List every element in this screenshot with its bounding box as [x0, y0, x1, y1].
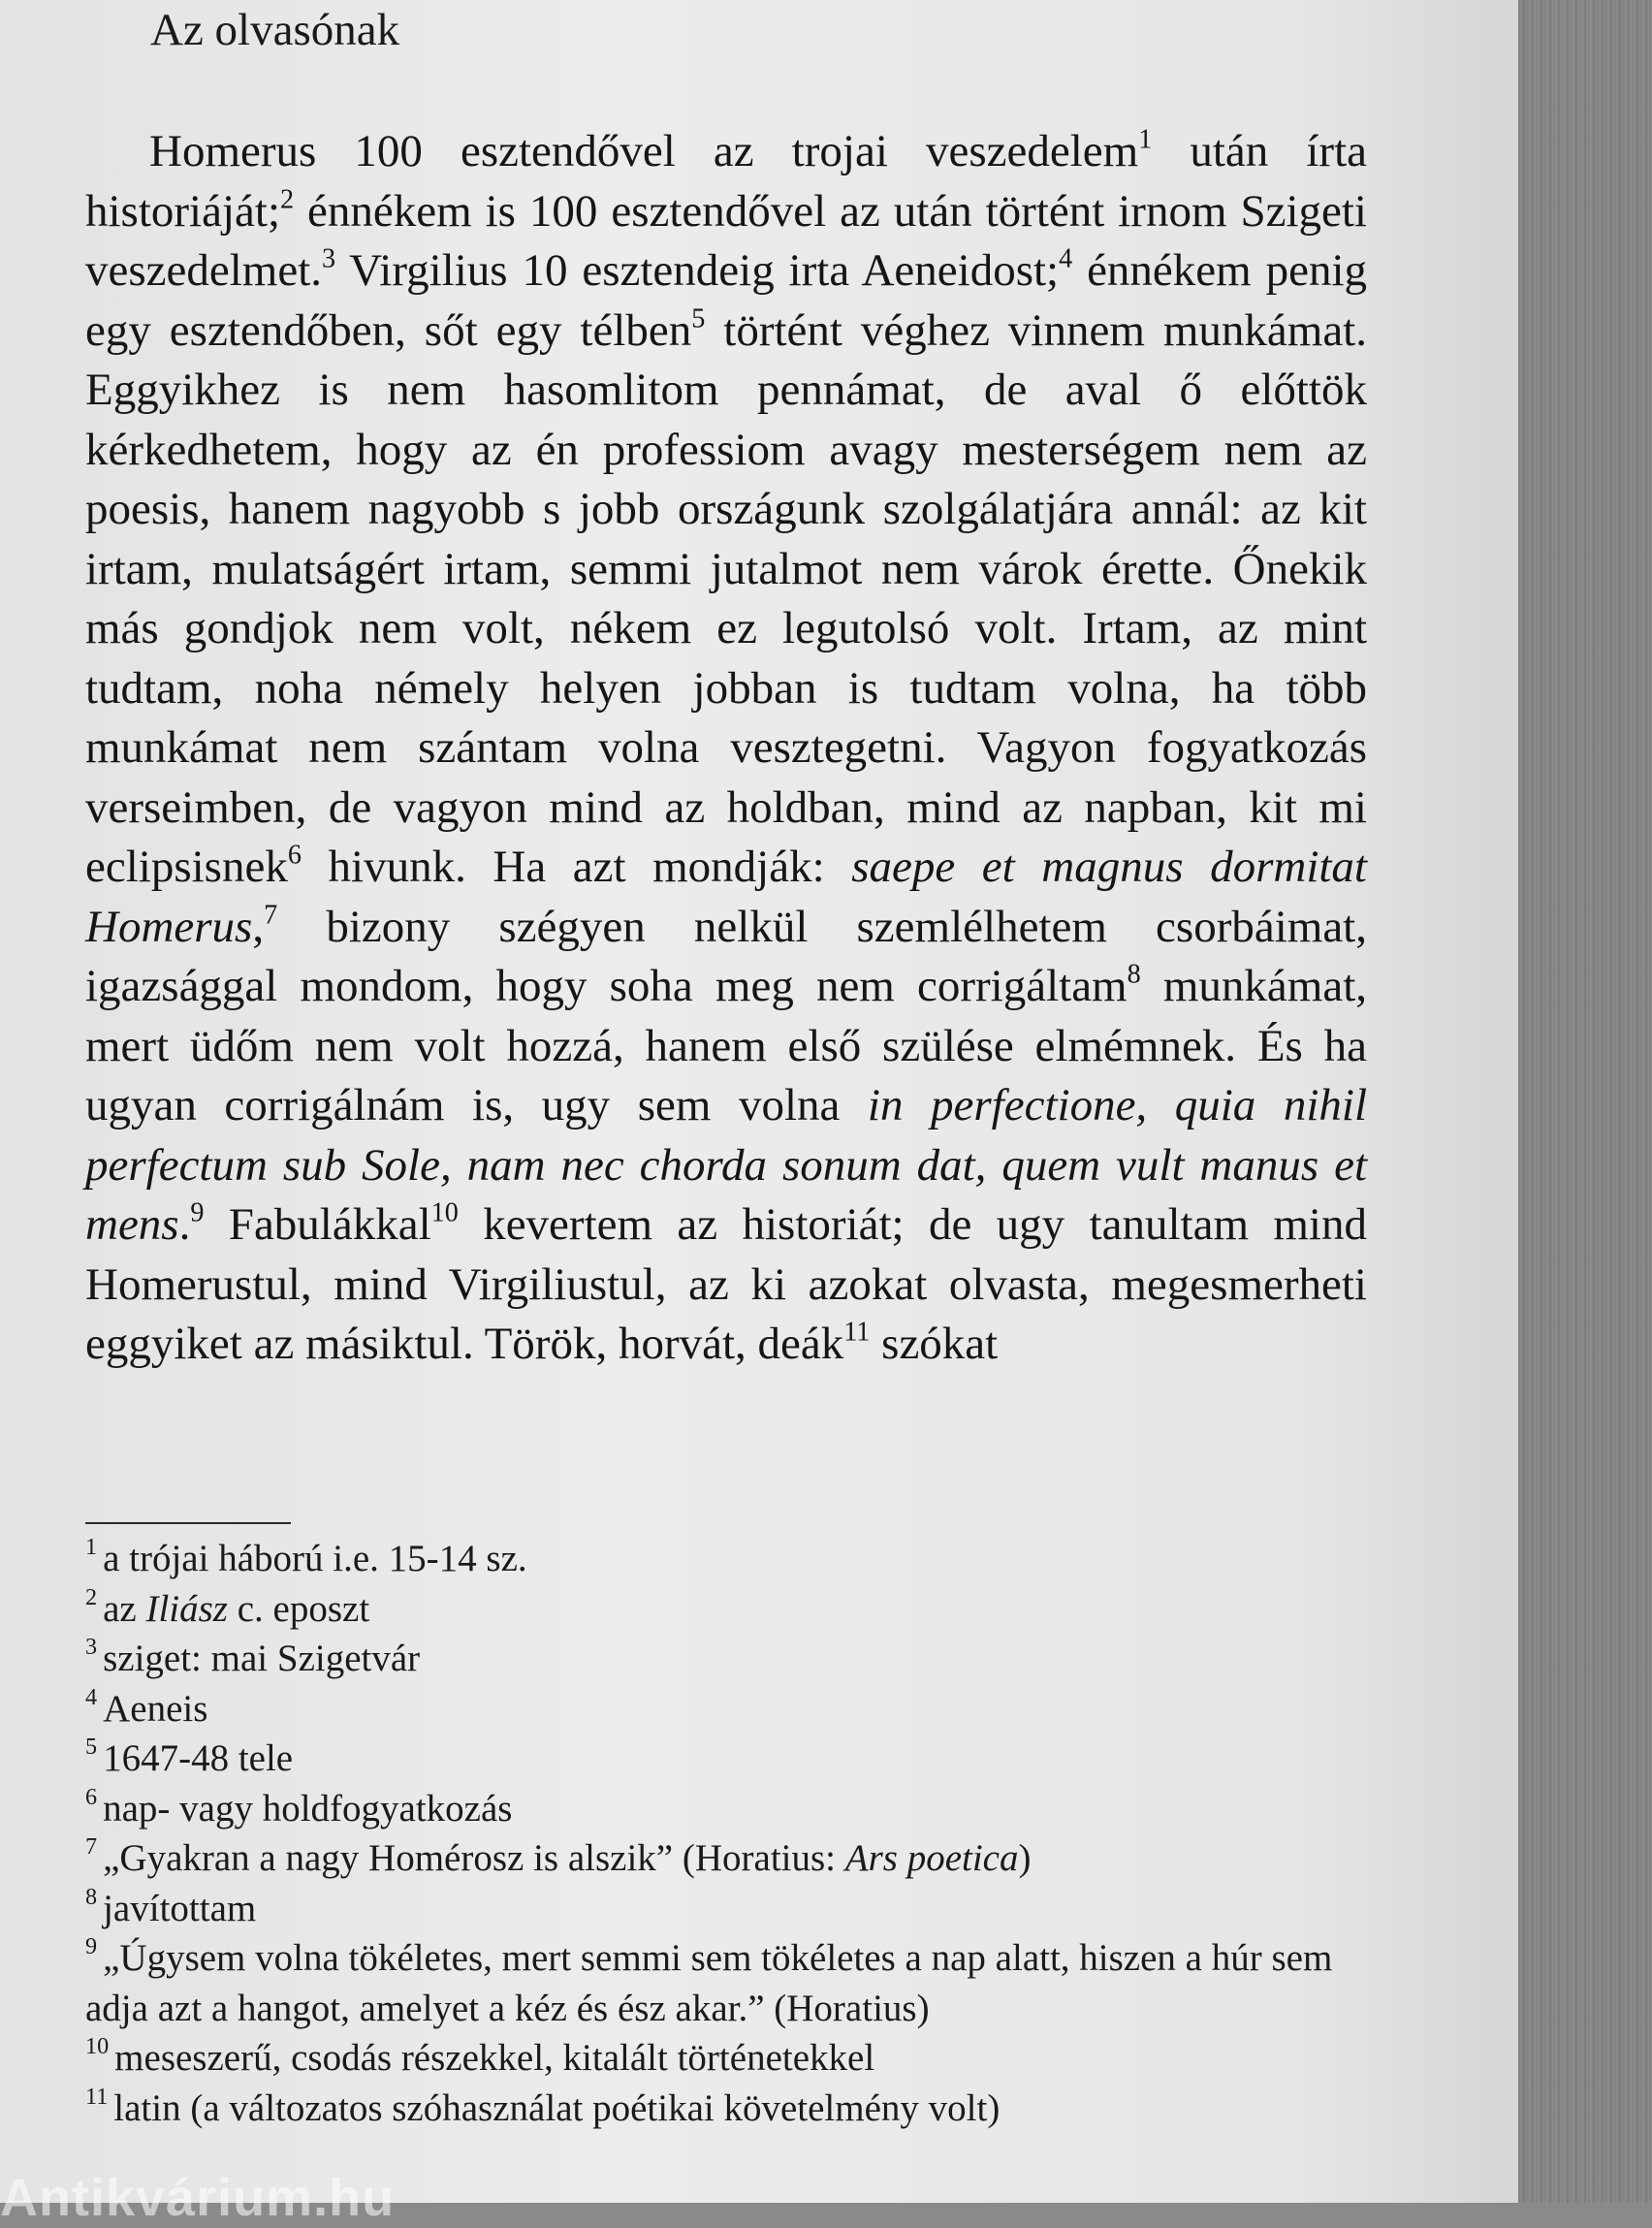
body-text: énnékem is 100 esztendővel az után történt irnom Szigeti veszedelmet.	[85, 185, 1367, 296]
body-text: szókat	[870, 1319, 999, 1369]
footnote-item	[85, 1933, 1367, 2033]
body-text: történt véghez vinnem munkámat. Eggyikhez is nem hasomlitom pennámat, de aval ő előttök kérkedhetem, hogy az én professiom avagy mesterségem nem az poesis, hanem nagyobb s jobb országunk szolgálatjára annál: az kit irtam, mulatságért irtam, semmi jutalmot nem várok érette. Őnekik más gondjok nem volt, nékem ez legutolsó volt. Irtam, az mint tudtam, noha némely helyen jobban is tudtam volna, ha több munkámat nem szántam volna vesztegetni. Vagyon fogyatkozás verseimben, de vagyon mind az holdban, mind az napban, kit mi eclipsisnek	[85, 304, 1367, 892]
footnote-item	[85, 1534, 1367, 1584]
footnote-text: )	[1018, 1837, 1032, 1879]
footnote-divider	[85, 1522, 291, 1524]
footnote-number: 7	[85, 1833, 98, 1861]
watermark: Antikvárium.hu	[0, 2169, 396, 2227]
footnote-italic: Ars poetica	[844, 1837, 1019, 1879]
footnote-text: a trójai háború i.e. 15-14 sz.	[103, 1538, 527, 1579]
body-text: után írta historiáját;	[85, 126, 1367, 237]
footnote-ref: 9	[190, 1197, 205, 1228]
footnote-text: „Gyakran a nagy Homérosz is alszik” (Horatius:	[103, 1837, 845, 1879]
footnote-number: 10	[85, 2033, 110, 2060]
footnotes	[85, 1534, 1367, 2133]
footnote-number: 2	[85, 1583, 98, 1610]
footnote-ref: 7	[264, 900, 278, 931]
footnote-ref: 8	[1127, 959, 1141, 990]
footnote-ref: 6	[287, 840, 302, 871]
footnote-text: latin (a változatos szóhasználat poétikai követelmény volt)	[113, 2086, 1001, 2129]
main-text	[85, 122, 1367, 1375]
body-text: Fabulákkal	[204, 1199, 431, 1250]
body-paragraph	[85, 122, 1367, 1375]
footnote-ref: 2	[280, 184, 295, 215]
body-text: bizony szégyen nelkül szemlélhetem csorbáimat, igazsággal mondom, hogy soha meg nem corrigáltam	[85, 901, 1367, 1011]
footnote-italic: Iliász	[145, 1587, 228, 1630]
body-italic: saepe et magnus dormitat Homerus	[85, 842, 1367, 952]
footnote-text: sziget: mai Szigetvár	[103, 1638, 421, 1679]
footnote-item	[85, 1833, 1367, 1884]
footnote-number: 3	[85, 1634, 98, 1661]
footnote-ref: 3	[322, 243, 336, 274]
body-text: Homerus 100 esztendővel az trojai veszedelem	[149, 126, 1139, 176]
body-text: ,	[252, 901, 265, 952]
footnote-item	[85, 1634, 1367, 1684]
footnote-number: 4	[85, 1683, 98, 1710]
body-text: kevertem az historiát; de ugy tanultam mind Homerustul, mind Virgiliustul, az ki azokat olvasta, megesmerheti eggyiket az másiktul. Török, horvát, deák	[85, 1199, 1367, 1369]
footnote-ref: 5	[691, 303, 706, 334]
footnote-text: meseszerű, csodás részekkel, kitalált történetekkel	[114, 2037, 875, 2079]
footnote-ref: 11	[843, 1317, 871, 1348]
footnote-item	[85, 1684, 1367, 1735]
body-text: munkámat, mert üdőm nem volt hozzá, hanem első szülése elmémnek. És ha ugyan corrigálnám is, ugy sem volna	[85, 961, 1367, 1130]
footnote-text: javítottam	[103, 1887, 257, 1929]
footnote-item	[85, 1884, 1367, 1934]
footnote-ref: 10	[430, 1197, 459, 1228]
footnote-number: 9	[85, 1933, 98, 1960]
footnote-item	[85, 1584, 1367, 1635]
page-edge	[1518, 0, 1652, 2203]
body-italic: in perfectione, quia nihil perfectum sub Sole, nam nec chorda sonum dat, quem vult manus et mens	[85, 1080, 1368, 1250]
footnote-item	[85, 1784, 1367, 1834]
footnote-number: 6	[85, 1783, 98, 1810]
body-text: Virgilius 10 esztendeig irta Aeneidost;	[335, 245, 1060, 296]
body-text: .	[178, 1199, 191, 1250]
body-text: énnékem penig egy esztendőben, sőt egy télben	[85, 245, 1368, 356]
footnote-text: 1647-48 tele	[103, 1737, 294, 1779]
footnote-number: 1	[85, 1534, 98, 1561]
footnote-ref: 1	[1138, 124, 1153, 155]
footnote-number: 5	[85, 1734, 98, 1761]
running-head: Az olvasónak	[150, 5, 400, 55]
footnote-item	[85, 2084, 1367, 2134]
footnote-ref: 4	[1059, 243, 1073, 274]
footnote-number: 11	[85, 2083, 109, 2110]
footnote-item	[85, 2033, 1367, 2084]
footnote-text: „Úgysem volna tökéletes, mert semmi sem tökéletes a nap alatt, hiszen a húr sem adja azt a hangot, amelyet a kéz és ész akar.” (Horatius)	[85, 1937, 1333, 2029]
footnote-text: Aeneis	[103, 1687, 208, 1730]
footnote-text: c. eposzt	[227, 1587, 370, 1630]
footnote-item	[85, 1734, 1367, 1784]
body-text: hivunk. Ha azt mondják:	[301, 842, 852, 892]
footnote-text: nap- vagy holdfogyatkozás	[103, 1787, 513, 1830]
footnote-text: az	[103, 1587, 146, 1630]
footnote-number: 8	[85, 1883, 98, 1910]
